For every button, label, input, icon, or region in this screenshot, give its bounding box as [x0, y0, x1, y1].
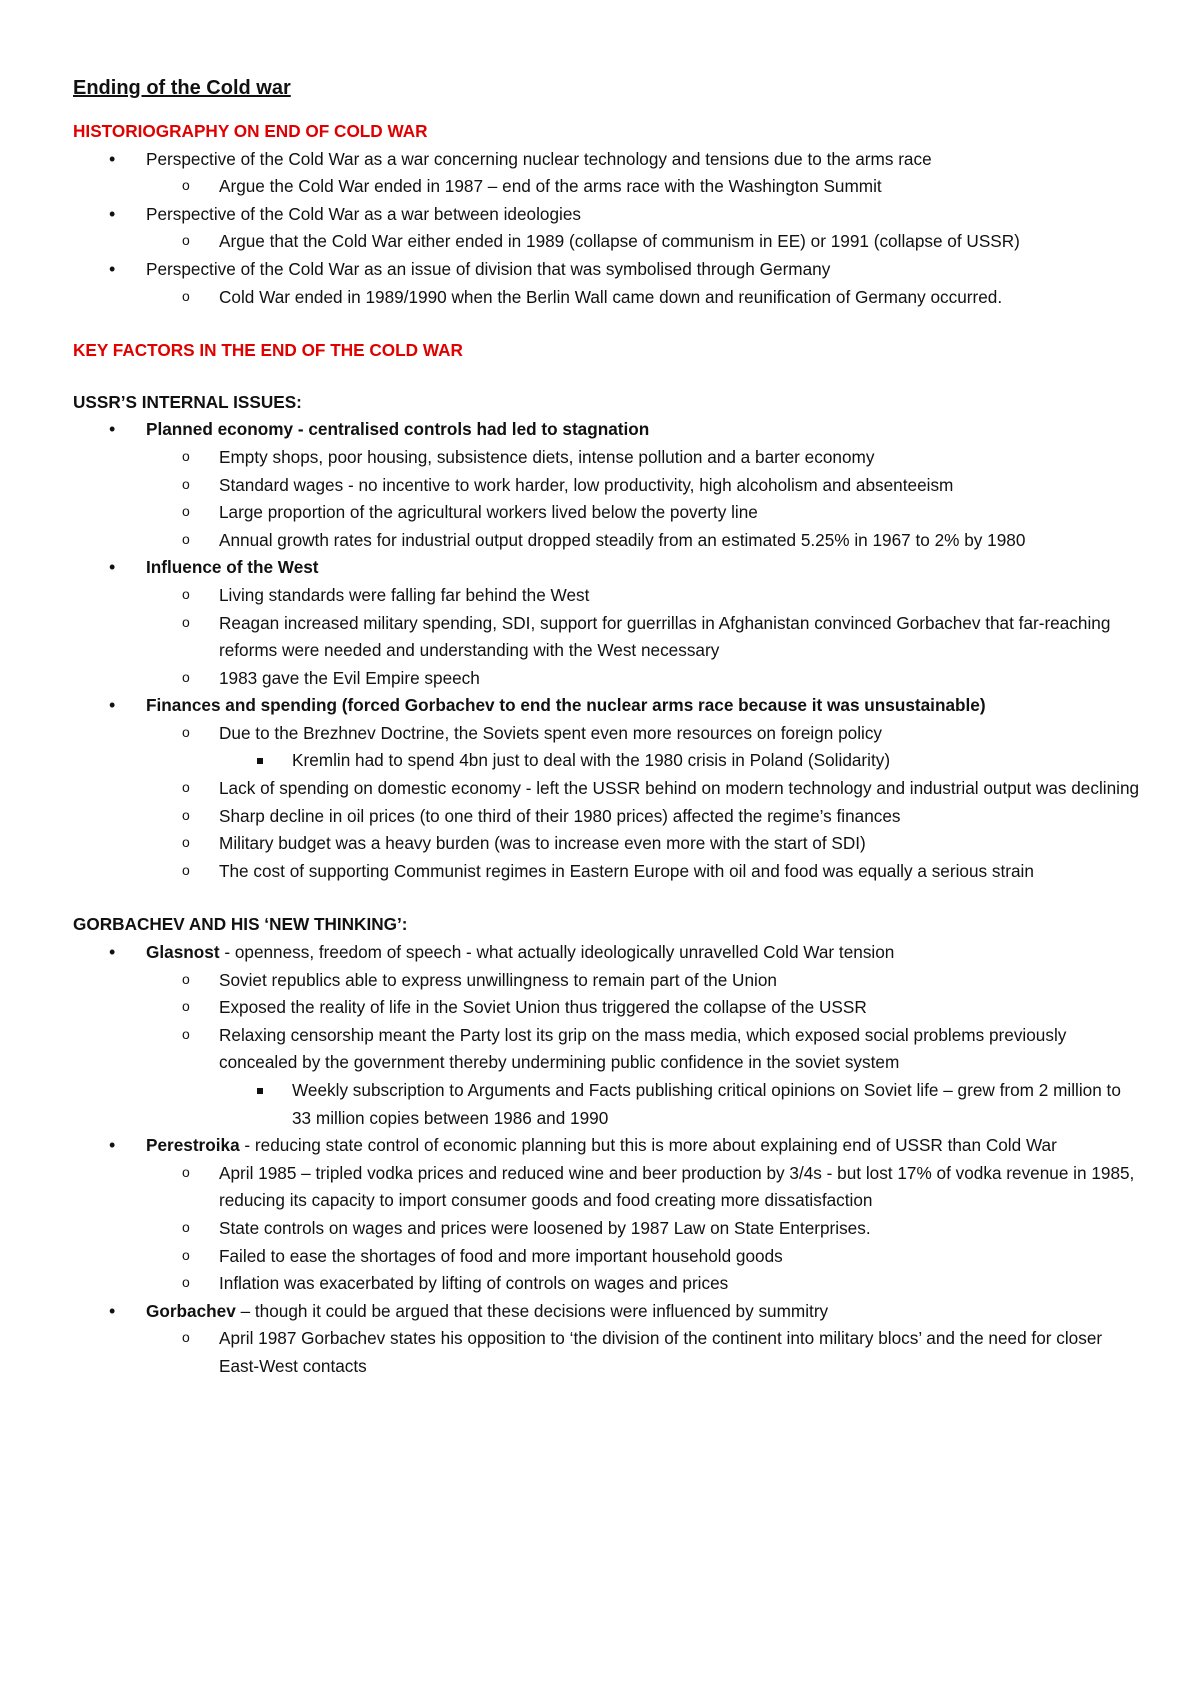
ussr-heading: USSR’S INTERNAL ISSUES:	[73, 391, 302, 412]
document-title: Ending of the Cold war	[73, 77, 291, 99]
bullet-text: – though it could be argued that these decisions were influenced by summitry	[235, 1300, 829, 1321]
sub-list-item: o Argue that the Cold War either ended in 1989 (collapse of communism in EE) or 1991 (collapse of USSR)	[146, 228, 1140, 256]
bullet-text: Perspective of the Cold War as an issue of division that was symbolised through Germany	[146, 258, 831, 279]
sub-item-text: Due to the Brezhnev Doctrine, the Soviets spent even more resources on foreign policy	[219, 722, 883, 743]
sub-list-item: o Argue the Cold War ended in 1987 – end of the arms race with the Washington Summit	[146, 173, 1140, 201]
list-item	[73, 256, 1140, 311]
key-factors-heading: KEY FACTORS IN THE END OF THE COLD WAR	[73, 340, 463, 361]
bullet-text: Planned economy - centralised controls had led to stagnation	[146, 419, 650, 440]
sub-list-item: o The cost of supporting Communist regimes in Eastern Europe with oil and food was equally a serious strain	[146, 858, 1140, 886]
sub-sub-list-item: Weekly subscription to Arguments and Facts publishing critical opinions on Soviet life – grew from 2 million to 33 million copies between 1986 and 1990	[219, 1077, 1140, 1132]
sub-list-item: o April 1987 Gorbachev states his opposition to ‘the division of the continent into military blocs’ and the need for closer East-West contacts	[146, 1325, 1140, 1380]
sub-list-item: o Exposed the reality of life in the Soviet Union thus triggered the collapse of the USSR	[146, 994, 1140, 1022]
sub-list-item	[146, 1022, 1140, 1132]
ussr-list	[73, 416, 1140, 885]
bullet-text: Perspective of the Cold War as a war concerning nuclear technology and tensions due to the arms race	[146, 148, 932, 169]
sub-list-item: o Living standards were falling far behind the West	[146, 582, 1140, 610]
list-item	[73, 1132, 1140, 1298]
sub-list-item: o Standard wages - no incentive to work harder, low productivity, high alcoholism and absenteeism	[146, 472, 1140, 500]
bullet-label: Glasnost	[146, 942, 220, 963]
list-item	[73, 416, 1140, 554]
sub-list-item: o Inflation was exacerbated by lifting of controls on wages and prices	[146, 1270, 1140, 1298]
sub-list-item: o Failed to ease the shortages of food and more important household goods	[146, 1243, 1140, 1271]
list-item	[73, 201, 1140, 256]
sub-item-text: Relaxing censorship meant the Party lost its grip on the mass media, which exposed social problems previously concealed by the government thereby undermining public confidence in the soviet system	[219, 1024, 1067, 1073]
sub-list-item: o Large proportion of the agricultural workers lived below the poverty line	[146, 499, 1140, 527]
bullet-text: Perspective of the Cold War as a war between ideologies	[146, 203, 582, 224]
list-item	[73, 554, 1140, 692]
sub-list-item: o Annual growth rates for industrial output dropped steadily from an estimated 5.25% in 1967 to 2% by 1980	[146, 527, 1140, 555]
list-item	[73, 939, 1140, 1132]
sub-list-item: o Sharp decline in oil prices (to one third of their 1980 prices) affected the regime’s finances	[146, 803, 1140, 831]
historiography-heading: HISTORIOGRAPHY ON END OF COLD WAR	[73, 121, 428, 141]
bullet-text: - reducing state control of economic planning but this is more about explaining end of USSR than Cold War	[239, 1135, 1057, 1156]
bullet-text: Influence of the West	[146, 557, 319, 578]
sub-list-item: o State controls on wages and prices were loosened by 1987 Law on State Enterprises.	[146, 1215, 1140, 1243]
sub-list-item: o Empty shops, poor housing, subsistence diets, intense pollution and a barter economy	[146, 444, 1140, 472]
bullet-text: Finances and spending (forced Gorbachev to end the nuclear arms race because it was unsustainable)	[146, 695, 986, 716]
sub-list-item: o April 1985 – tripled vodka prices and reduced wine and beer production by 3/4s - but lost 17% of vodka revenue in 1985, reducing its capacity to import consumer goods and food creating more dissatisfaction	[146, 1160, 1140, 1215]
sub-list-item: o Soviet republics able to express unwillingness to remain part of the Union	[146, 967, 1140, 995]
sub-list-item: o Reagan increased military spending, SDI, support for guerrillas in Afghanistan convinced Gorbachev that far-reaching reforms were needed and understanding with the West necessary	[146, 610, 1140, 665]
sub-list-item: o 1983 gave the Evil Empire speech	[146, 665, 1140, 693]
sub-list-item: o Military budget was a heavy burden (was to increase even more with the start of SDI)	[146, 830, 1140, 858]
list-item	[73, 146, 1140, 201]
bullet-label: Perestroika	[146, 1135, 240, 1156]
list-item	[73, 1298, 1140, 1381]
gorbachev-list	[73, 939, 1140, 1381]
bullet-text: - openness, freedom of speech - what actually ideologically unravelled Cold War tension	[219, 942, 895, 963]
gorbachev-heading: GORBACHEV AND HIS ‘NEW THINKING’:	[73, 914, 408, 935]
bullet-label: Gorbachev	[146, 1300, 236, 1321]
sub-list-item	[146, 720, 1140, 775]
sub-sub-list-item: Kremlin had to spend 4bn just to deal with the 1980 crisis in Poland (Solidarity)	[219, 747, 1140, 775]
sub-list-item: o Lack of spending on domestic economy - left the USSR behind on modern technology and industrial output was declining	[146, 775, 1140, 803]
list-item	[73, 692, 1140, 885]
sub-list-item: o Cold War ended in 1989/1990 when the Berlin Wall came down and reunification of Germany occurred.	[146, 284, 1140, 312]
historiography-list	[73, 146, 1140, 312]
